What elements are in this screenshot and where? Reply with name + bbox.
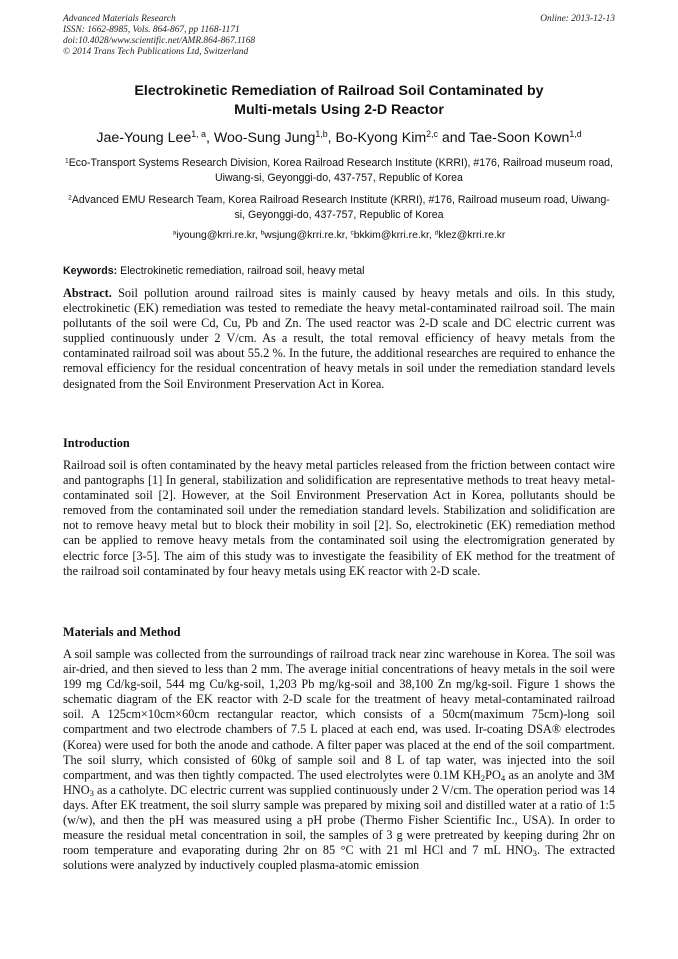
journal-name: Advanced Materials Research — [63, 14, 176, 24]
materials-text: A soil sample was collected from the surroundings of railroad track near zinc warehouse in Korea. The soil was air-dried, and then sieved to less than 2 mm. The average initial concentrations of heavy metals in the soil were 199 mg Cd/kg-soil, 544 mg Cu/kg-soil, 1,203 Pb mg/kg-soil and 38,100 Zn mg/kg-soil. Figure 1 shows the schematic diagram of the EK reactor with 2-D scale for the treatment of heavy metal-contaminated railroad soil. A 125cm×10cm×60cm rectangular reactor, which consists of a 50cm(maximum 75cm)-long soil compartment and two electrode chambers of 7.5 L placed at each end, was used. Ir-coating DSA® electrodes (Korea) were used for both the anode and cathode. A filter paper was placed at the end of the soil compartment. The soil slurry, which consisted of 60kg of sample soil and 8 L of tap water, was injected into the soil compartment, and was then tightly compacted. The used electrolytes were 0.1M $KH_2PO_4$ as an anolyte and 3M $HNO_3$ as a catholyte. DC electric current was supplied continuously under 2 V/cm. The operation period was 14 days. After EK treatment, the soil slurry sample was prepared by mixing soil and distilled water at a ratio of 1:5 (w/w), and then the pH was measured using a pH probe (Thermo Fisher Scientific Inc., USA). In order to measure the residual metal concentration in soil, the samples of 3 g were pretreated by keeping during 2hr on room temperature and evaporating during 2hr on 85 °C with 21 ml HCl and 7 mL $HNO_3$. The extracted solutions were analyzed by inductively coupled plasma-atomic emission — [63, 647, 615, 873]
introduction-heading: Introduction — [63, 436, 130, 450]
keywords-text: Electrokinetic remediation, railroad soil, heavy metal — [120, 265, 365, 277]
paper-title — [63, 82, 615, 119]
issn-line: ISSN: 1662-8985, Vols. 864-867, pp 1168-1171 — [63, 25, 240, 35]
keywords-label: Keywords: — [63, 265, 118, 277]
copyright-line: © 2014 Trans Tech Publications Ltd, Switzerland — [63, 47, 249, 57]
author: Tae-Soon Kown$^{1,d}$ — [469, 129, 582, 146]
title-line-1: Electrokinetic Remediation of Railroad Soil Contaminated by — [134, 83, 544, 99]
doi-line: doi:10.4028/www.scientific.net/AMR.864-867.1168 — [63, 36, 256, 46]
introduction-text: Railroad soil is often contaminated by the heavy metal particles released from the friction between contact wire and pantographs [1] In general, stabilization and solidification are representative methods to treat heavy metal-contaminated soil [2]. However, at the Soil Environment Preservation Act in Korea, pollutants should be removed from the contaminated soil under the remediation standard levels. Stabilization and solidification are not to remove heavy metal but to block their mobility in soil [2]. So, electrokinetic (EK) remediation method can be applied to remove heavy metals from the contaminated soil using the electromigration generated by electric force [3-5]. The aim of this study was to investigate the feasibility of EK method for the treatment of the railroad soil contaminated by four heavy metals using EK reactor with 2-D scale. — [63, 458, 615, 578]
author: Jae-Young Lee$^{1, a}$, — [96, 129, 214, 146]
author: Bo-Kyong Kim$^{2,c}$ and — [335, 129, 470, 146]
author: Woo-Sung Jung$^{1,b}$, — [213, 129, 336, 146]
abstract — [63, 286, 615, 392]
email: $^c$bkkim@krri.re.kr, — [350, 229, 435, 241]
email-list — [63, 228, 615, 243]
email: $^d$klez@krri.re.kr — [434, 229, 506, 241]
author-list — [40, 129, 638, 147]
abstract-text: Soil pollution around railroad sites is mainly caused by heavy metals and oils. In this study, electrokinetic (EK) remediation was tested to remediate the heavy metal-contaminated railroad soil. The main pollutants of the soil were Cd, Cu, Pb and Zn. The used reactor was 2-D scale and DC electric current was supplied continuously under 2 V/cm. As a result, the total removal efficiency of heavy metals from the contaminated railroad soil was about 55.2 %. In the future, the additional researches are required to enhance the removal efficiency for the residual concentration of heavy metals in soil under the remediation standard levels designated from the Soil Environment Preservation Act in Korea. — [63, 286, 616, 391]
abstract-label: Abstract. — [63, 286, 112, 300]
affiliation-1: $^1$Eco-Transport Systems Research Division, Korea Railroad Research Institute (KRRI), #176, Railroad museum road, Uiwang-si, Geyonggi-do, 437-757, Republic of Korea — [65, 157, 613, 184]
title-line-2: Multi-metals Using 2-D Reactor — [234, 101, 444, 118]
affiliation-2: $^2$Advanced EMU Research Team, Korea Railroad Research Institute (KRRI), #176, Railroad museum road, Uiwang-si, Geyonggi-do, 437-757, Republic of Korea — [68, 194, 610, 221]
email: $^b$wsjung@krri.re.kr, — [260, 229, 351, 241]
journal-header — [63, 14, 255, 58]
materials-heading: Materials and Method — [63, 625, 181, 639]
online-date: Online: 2013-12-13 — [540, 14, 615, 24]
keywords — [63, 264, 615, 279]
email: $^a$iyoung@krri.re.kr, — [172, 229, 261, 241]
